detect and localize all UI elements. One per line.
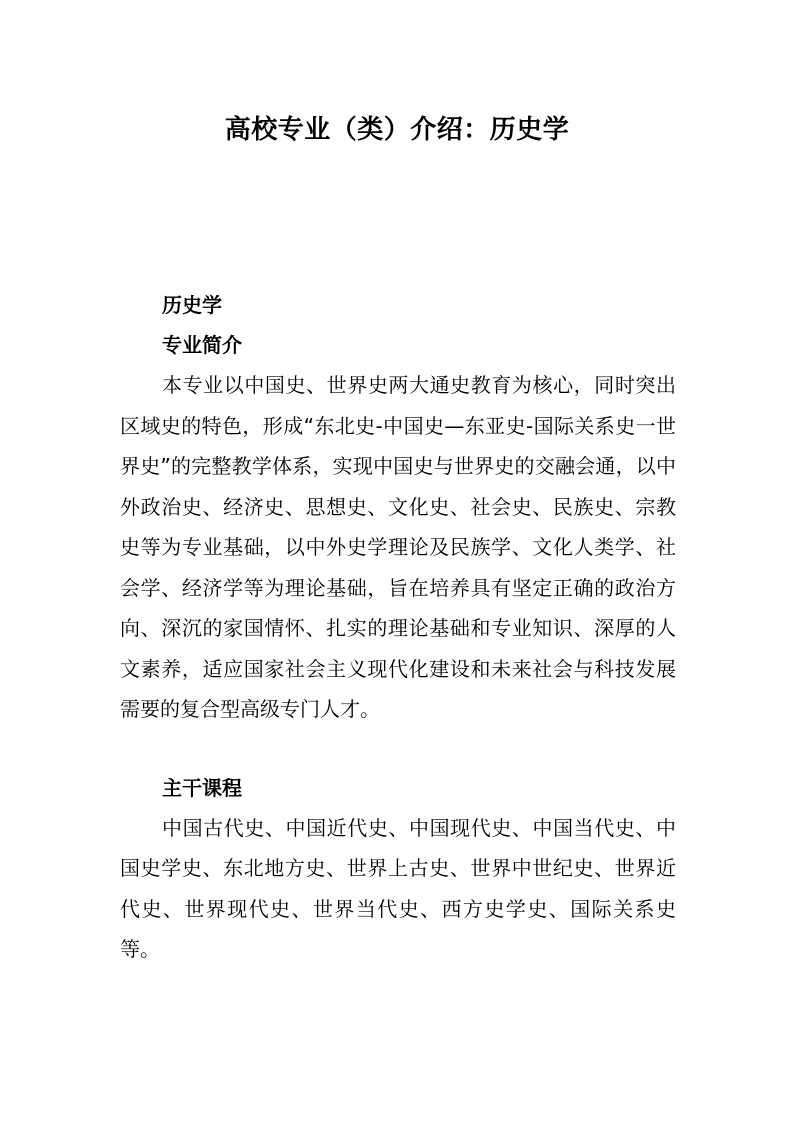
major-name-heading: 历史学 — [162, 293, 222, 317]
section-spacer — [120, 730, 676, 768]
intro-paragraph: 本专业以中国史、世界史两大通史教育为核心，同时突出区域史的特色，形成“东北史-中国史—东亚史-国际关系史一世界史”的完整教学体系，实现中国史与世界史的交融会通，以中外政治史、经济史、思想史、文化史、社会史、民族史、宗教史等为专业基础，以中外史学理论及民族学、文化人类学、社会学、经济学等为理论基础，旨在培养具有坚定正确的政治方向、深沉的家国情怀、扎实的理论基础和专业知识、深厚的人文素养，适应国家社会主义现代化建设和未来社会与科技发展需要的复合型高级专门人才。 — [120, 373, 676, 721]
document-body — [120, 285, 676, 970]
page-title: 高校专业（类）介绍：历史学 — [224, 115, 570, 145]
courses-heading: 主干课程 — [162, 775, 242, 800]
courses-paragraph: 中国古代史、中国近代史、中国现代史、中国当代史、中国史学史、东北地方史、世界上古史、世界中世纪史、世界近代史、世界现代史、世界当代史、西方史学史、国际关系史等。 — [120, 815, 676, 961]
intro-heading: 专业简介 — [162, 333, 242, 357]
